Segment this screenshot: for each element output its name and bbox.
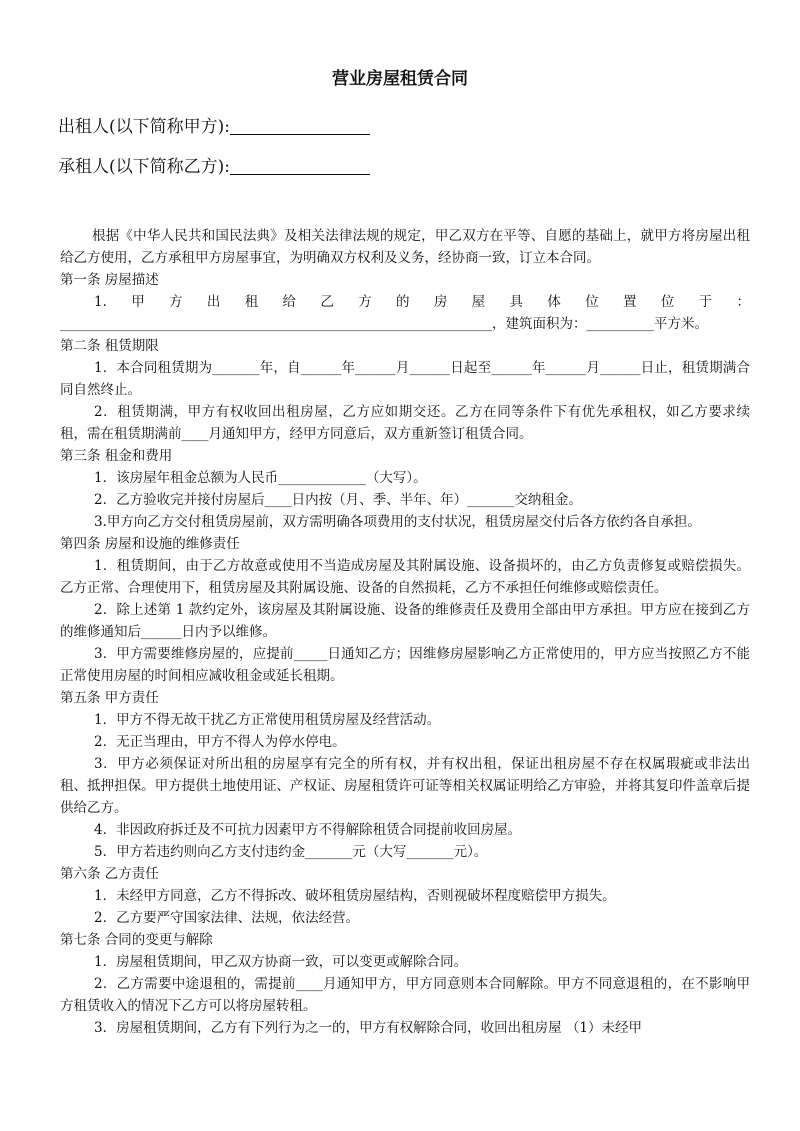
lessor-line <box>58 112 370 137</box>
article-heading: 第四条 房屋和设施的维修责任 <box>60 536 240 552</box>
clause-paragraph: 3．房屋租赁期间，乙方有下列行为之一的，甲方有权解除合同，收回出租房屋 （1）未经甲 <box>94 1020 642 1036</box>
clause-paragraph: 1．该房屋年租金总额为人民币_____________（大写）。 <box>94 470 427 486</box>
clause-paragraph: 1．房屋租赁期间，甲乙双方协商一致，可以变更或解除合同。 <box>94 954 468 970</box>
contract-body <box>60 225 750 1039</box>
lessor-label: 出租人(以下简称甲方): <box>58 117 230 137</box>
article-heading: 第三条 租金和费用 <box>60 448 173 464</box>
clause-paragraph: 3．甲方必须保证对所出租的房屋享有完全的所有权，并有权出租，保证出租房屋不存在权属瑕疵或非法出租、抵押担保。甲方提供土地使用证、产权证、房屋租赁许可证等相关权属证明给乙方审验，并将其复印件盖章后提供给乙方。 <box>60 756 750 816</box>
clause-paragraph: 2．乙方需要中途退租的，需提前____月通知甲方，甲方同意则本合同解除。甲方不同意退租的，在不影响甲方租赁收入的情况下乙方可以将房屋转租。 <box>60 976 750 1014</box>
clause-paragraph: 1．甲方不得无故干扰乙方正常使用租赁房屋及经营活动。 <box>94 712 441 728</box>
clause-paragraph: 1．租赁期间，由于乙方故意或使用不当造成房屋及其附属设施、设备损坏的，由乙方负责修复或赔偿损失。乙方正常、合理使用下，租赁房屋及其附属设施、设备的自然损耗，乙方不承担任何维修或赔偿责任。 <box>60 558 750 596</box>
clause-paragraph: 1．本合同租赁期为_______年，自______年______月______日起至______年______月______日止，租赁期满合同自然终止。 <box>60 360 750 398</box>
clause-paragraph: 3．甲方需要维修房屋的，应提前_____日通知乙方；因维修房屋影响乙方正常使用的，甲方应当按照乙方不能正常使用房屋的时间相应减收租金或延长租期。 <box>60 646 750 684</box>
article-heading: 第七条 合同的变更与解除 <box>60 932 213 948</box>
lessee-line <box>58 152 370 177</box>
lessee-label: 承租人(以下简称乙方): <box>58 157 230 177</box>
clause-paragraph: 2．无正当理由，甲方不得人为停水停电。 <box>94 734 346 750</box>
document-title: 营业房屋租赁合同 <box>332 69 468 89</box>
clause-paragraph: 2．乙方要严守国家法律、法规，依法经营。 <box>94 910 360 926</box>
clause-paragraph: 2．租赁期满，甲方有权收回出租房屋，乙方应如期交还。乙方在同等条件下有优先承租权，如乙方要求续租，需在租赁期满前____月通知甲方，经甲方同意后，双方重新签订租赁合同。 <box>60 404 750 442</box>
clause-paragraph: 1．未经甲方同意，乙方不得拆改、破坏租赁房屋结构，否则视破坏程度赔偿甲方损失。 <box>94 888 616 904</box>
article-heading: 第五条 甲方责任 <box>60 690 159 706</box>
clause-paragraph: 4．非因政府拆迁及不可抗力因素甲方不得解除租赁合同提前收回房屋。 <box>94 822 522 838</box>
clause-paragraph: 1.甲方出租给乙方的房屋具体位置位于：________________________________________________________________，建筑面积为：__________平方米。 <box>60 294 750 332</box>
article-heading: 第六条 乙方责任 <box>60 866 159 882</box>
lessee-blank <box>230 158 370 175</box>
clause-paragraph: 2．乙方验收完并接付房屋后____日内按（月、季、半年、年）_______交纳租金。 <box>94 492 582 508</box>
clause-paragraph: 2．除上述第 1 款约定外，该房屋及其附属设施、设备的维修责任及费用全部由甲方承担。甲方应在接到乙方的维修通知后______日内予以维修。 <box>60 602 750 640</box>
article-heading: 第二条 租赁期限 <box>60 338 159 354</box>
clause-paragraph: 5．甲方若违约则向乙方支付违约金_______元（大写_______元）。 <box>94 844 488 860</box>
clause-paragraph: 3.甲方向乙方交付租赁房屋前，双方需明确各项费用的支付状况，租赁房屋交付后各方依约各自承担。 <box>94 514 701 530</box>
lessor-blank <box>230 118 370 135</box>
article-heading: 第一条 房屋描述 <box>60 272 159 288</box>
clause-paragraph: 根据《中华人民共和国民法典》及相关法律法规的规定，甲乙双方在平等、自愿的基础上，就甲方将房屋出租给乙方使用，乙方承租甲方房屋事宜，为明确双方权利及义务，经协商一致，订立本合同。 <box>60 228 750 266</box>
